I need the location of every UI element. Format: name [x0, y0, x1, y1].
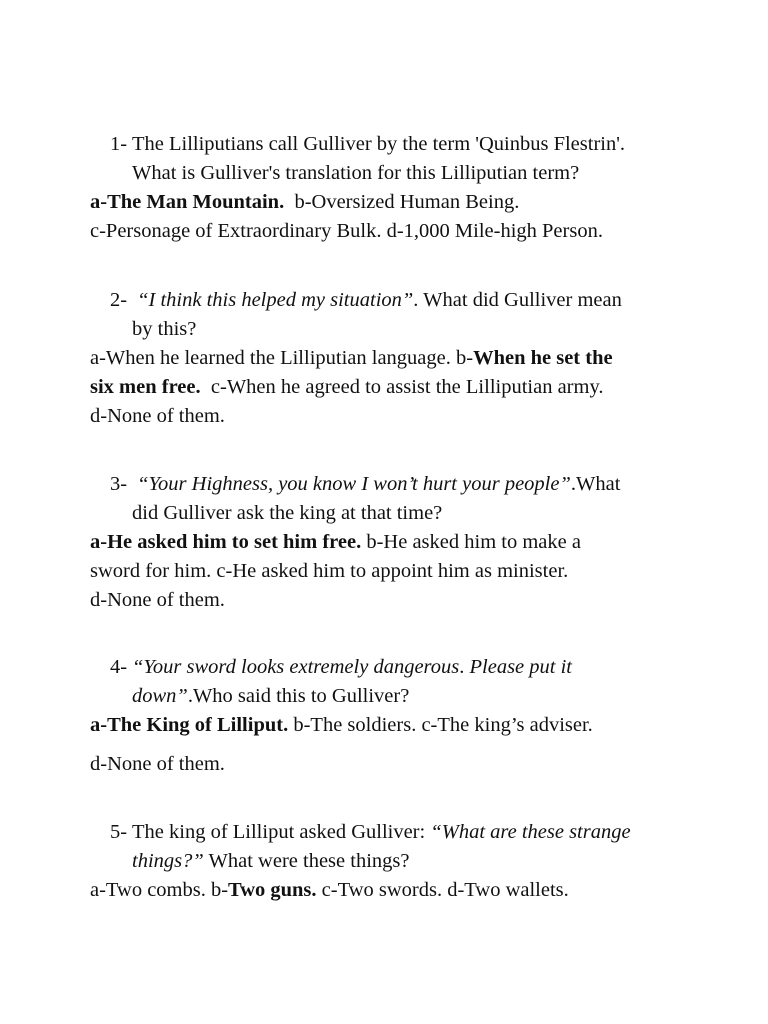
answer-3d: d-None of them.	[90, 589, 225, 611]
question-3-answers: a-He asked him to set him free. b-He asked him to make a sword for him. c-He asked him to appoint him as minister. d-None of them.	[90, 531, 581, 611]
question-4-prompt: 4- “Your sword looks extremely dangerous. Please put it down”.Who said this to Gulliver?	[100, 653, 690, 711]
question-3-prompt: 3- “Your Highness, you know I won’t hurt your people”.What did Gulliver ask the king at that time?	[100, 470, 690, 528]
question-1-number: 1-	[110, 133, 128, 155]
answer-5d: d-Two wallets.	[447, 879, 569, 901]
question-2-number: 2-	[110, 289, 128, 311]
answer-3a: He asked him to set him free.	[107, 531, 362, 553]
question-5-number: 5-	[110, 821, 128, 843]
answer-4a: The King of Lilliput.	[107, 714, 289, 736]
question-1	[90, 130, 690, 246]
question-1-prompt: 1- The Lilliputians call Gulliver by the term 'Quinbus Flestrin'. What is Gulliver's translation for this Lilliputian term?	[100, 130, 690, 188]
answer-4d: d-None of them.	[90, 753, 225, 775]
answer-5c: c-Two swords.	[321, 879, 443, 901]
question-3-quote: “Your Highness, you know I won’t hurt your people”	[137, 473, 571, 495]
question-2-prompt: 2- “I think this helped my situation”. What did Gulliver mean by this?	[100, 286, 690, 344]
question-5-quote: “What are these strange	[430, 821, 631, 843]
question-5	[90, 818, 690, 905]
question-3	[90, 470, 690, 615]
answer-2b: When he set the	[473, 347, 613, 369]
question-5-prompt: 5- The king of Lilliput asked Gulliver: “What are these strange things?” What were these things?	[100, 818, 690, 876]
question-2-answers: a-When he learned the Lilliputian language. b-When he set the six men free. c-When he agreed to assist the Lilliputian army. d-None of them.	[90, 347, 613, 427]
question-1-answers	[90, 188, 690, 246]
question-4-number: 4-	[110, 656, 128, 678]
question-2-quote: “I think this helped my situation”	[137, 289, 414, 311]
answer-5a: a-Two combs.	[90, 879, 206, 901]
answer-3b: b-He asked him to make a	[366, 531, 581, 553]
answer-4c: c-The king’s adviser.	[421, 714, 593, 736]
answer-2c: c-When he agreed to assist the Lilliputian army.	[210, 376, 604, 398]
answer-4b: b-The soldiers.	[293, 714, 417, 736]
answer-1a-prefix: a-	[90, 191, 108, 213]
answer-2d: d-None of them.	[90, 405, 225, 427]
question-4	[90, 653, 690, 779]
question-3-number: 3-	[110, 473, 128, 495]
answer-2a: a-When he learned the Lilliputian language.	[90, 347, 451, 369]
question-4-quote: “Your sword looks extremely dangerous	[132, 656, 460, 678]
question-2	[90, 286, 690, 431]
answer-1c: c-Personage of Extraordinary Bulk.	[90, 220, 382, 242]
answer-1a: The Man Mountain.	[107, 191, 285, 213]
question-4-answers: a-The King of Lilliput. b-The soldiers. c-The king’s adviser. d-None of them.	[90, 711, 690, 779]
answer-3c: c-He asked him to appoint him as minister.	[216, 560, 569, 582]
answer-5b: Two guns.	[228, 879, 317, 901]
answer-1d: d-1,000 Mile-high Person.	[386, 220, 603, 242]
question-5-answers: a-Two combs. b-Two guns. c-Two swords. d-Two wallets.	[90, 879, 569, 901]
answer-1b: b-Oversized Human Being.	[294, 191, 520, 213]
